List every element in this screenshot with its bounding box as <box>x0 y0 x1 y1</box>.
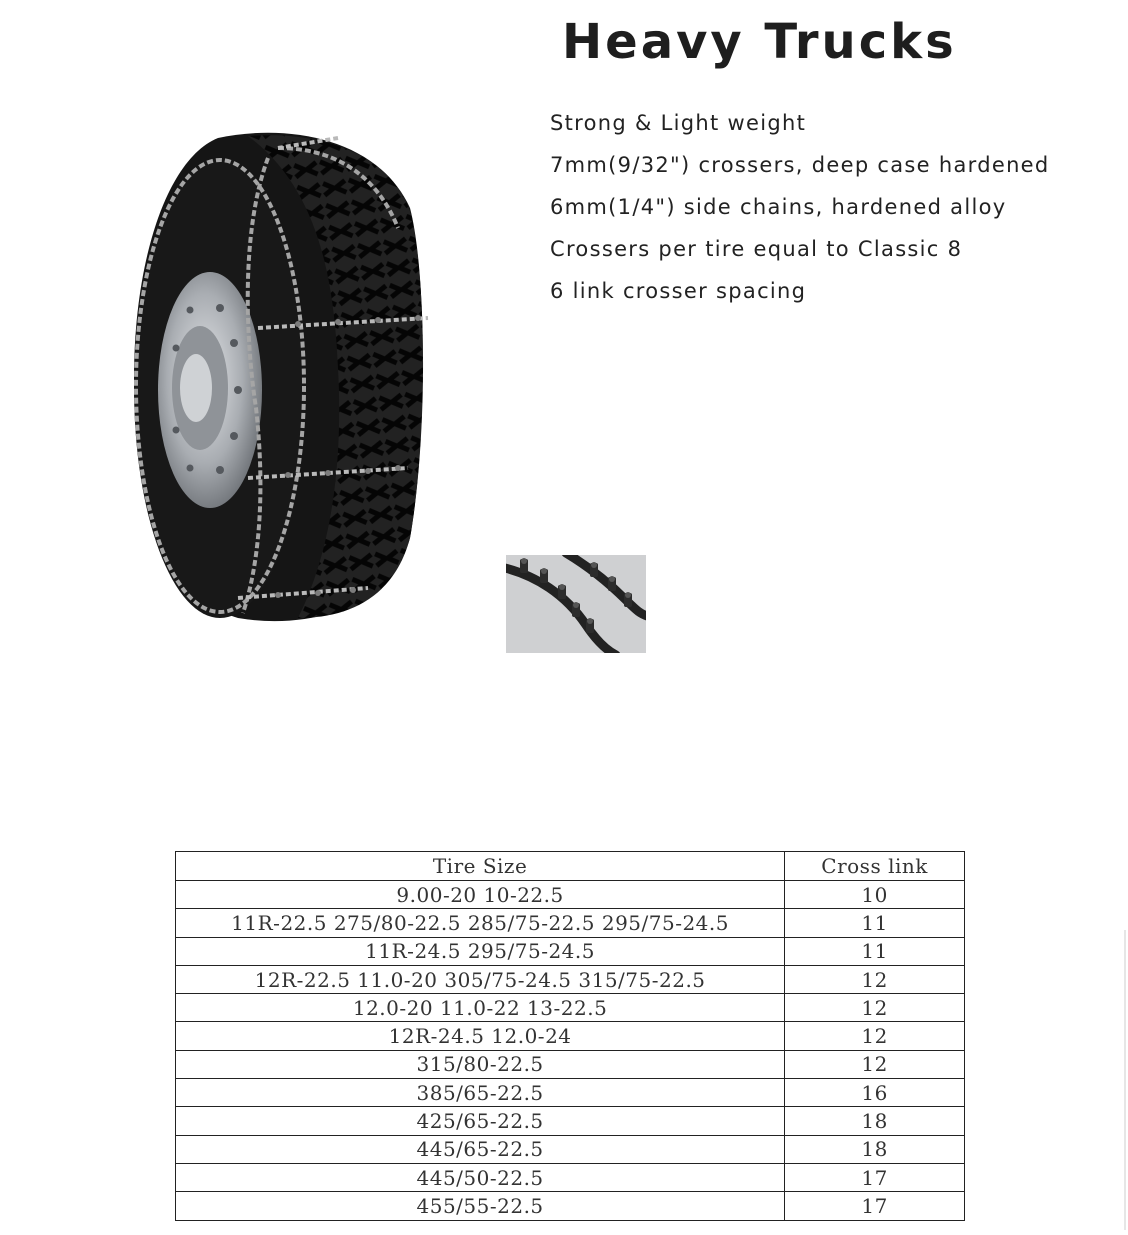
tire-size-cell: 315/80-22.5 <box>176 1050 785 1078</box>
table-row <box>176 1050 965 1078</box>
page-edge-divider <box>1124 930 1126 1230</box>
tire-size-cell: 445/50-22.5 <box>176 1163 785 1191</box>
cross-link-cell: 16 <box>785 1079 965 1107</box>
table-row <box>176 1192 965 1220</box>
feature-list <box>550 106 1050 316</box>
feature-item: 7mm(9/32") crossers, deep case hardened <box>550 153 1050 177</box>
tire-size-table <box>175 851 965 1221</box>
table-row <box>176 1107 965 1135</box>
page-title: Heavy Trucks <box>562 14 957 70</box>
tire-size-cell: 9.00-20 10-22.5 <box>176 881 785 909</box>
cross-link-cell: 12 <box>785 965 965 993</box>
tire-size-cell: 12R-24.5 12.0-24 <box>176 1022 785 1050</box>
tire-chain-photo <box>128 118 434 634</box>
table-row <box>176 994 965 1022</box>
tire-size-cell: 455/55-22.5 <box>176 1192 785 1220</box>
table-row <box>176 1135 965 1163</box>
table-row <box>176 1022 965 1050</box>
tire-size-cell: 12.0-20 11.0-22 13-22.5 <box>176 994 785 1022</box>
column-header-cross-link: Cross link <box>785 852 965 881</box>
table-row <box>176 881 965 909</box>
tire-size-cell: 445/65-22.5 <box>176 1135 785 1163</box>
table-row <box>176 1079 965 1107</box>
table-row <box>176 937 965 965</box>
tire-size-cell: 11R-22.5 275/80-22.5 285/75-22.5 295/75-24.5 <box>176 909 785 937</box>
tire-size-cell: 385/65-22.5 <box>176 1079 785 1107</box>
feature-item: 6mm(1/4") side chains, hardened alloy <box>550 195 1007 219</box>
table-row <box>176 965 965 993</box>
cross-link-cell: 18 <box>785 1135 965 1163</box>
cross-link-cell: 10 <box>785 881 965 909</box>
cross-link-cell: 18 <box>785 1107 965 1135</box>
column-header-tire-size: Tire Size <box>176 852 785 881</box>
tire-size-cell: 425/65-22.5 <box>176 1107 785 1135</box>
feature-item: Crossers per tire equal to Classic 8 <box>550 237 963 261</box>
cross-link-cell: 12 <box>785 1022 965 1050</box>
cross-link-cell: 11 <box>785 909 965 937</box>
feature-item: Strong & Light weight <box>550 111 807 135</box>
tire-size-cell: 11R-24.5 295/75-24.5 <box>176 937 785 965</box>
tire-size-cell: 12R-22.5 11.0-20 305/75-24.5 315/75-22.5 <box>176 965 785 993</box>
cross-link-cell: 11 <box>785 937 965 965</box>
table-row <box>176 1163 965 1191</box>
feature-item: 6 link crosser spacing <box>550 279 807 303</box>
table-header-row <box>176 852 965 881</box>
cross-link-cell: 17 <box>785 1192 965 1220</box>
cross-link-cell: 17 <box>785 1163 965 1191</box>
cross-link-cell: 12 <box>785 1050 965 1078</box>
cross-link-cell: 12 <box>785 994 965 1022</box>
table-row <box>176 909 965 937</box>
chain-detail-photo <box>506 555 646 653</box>
